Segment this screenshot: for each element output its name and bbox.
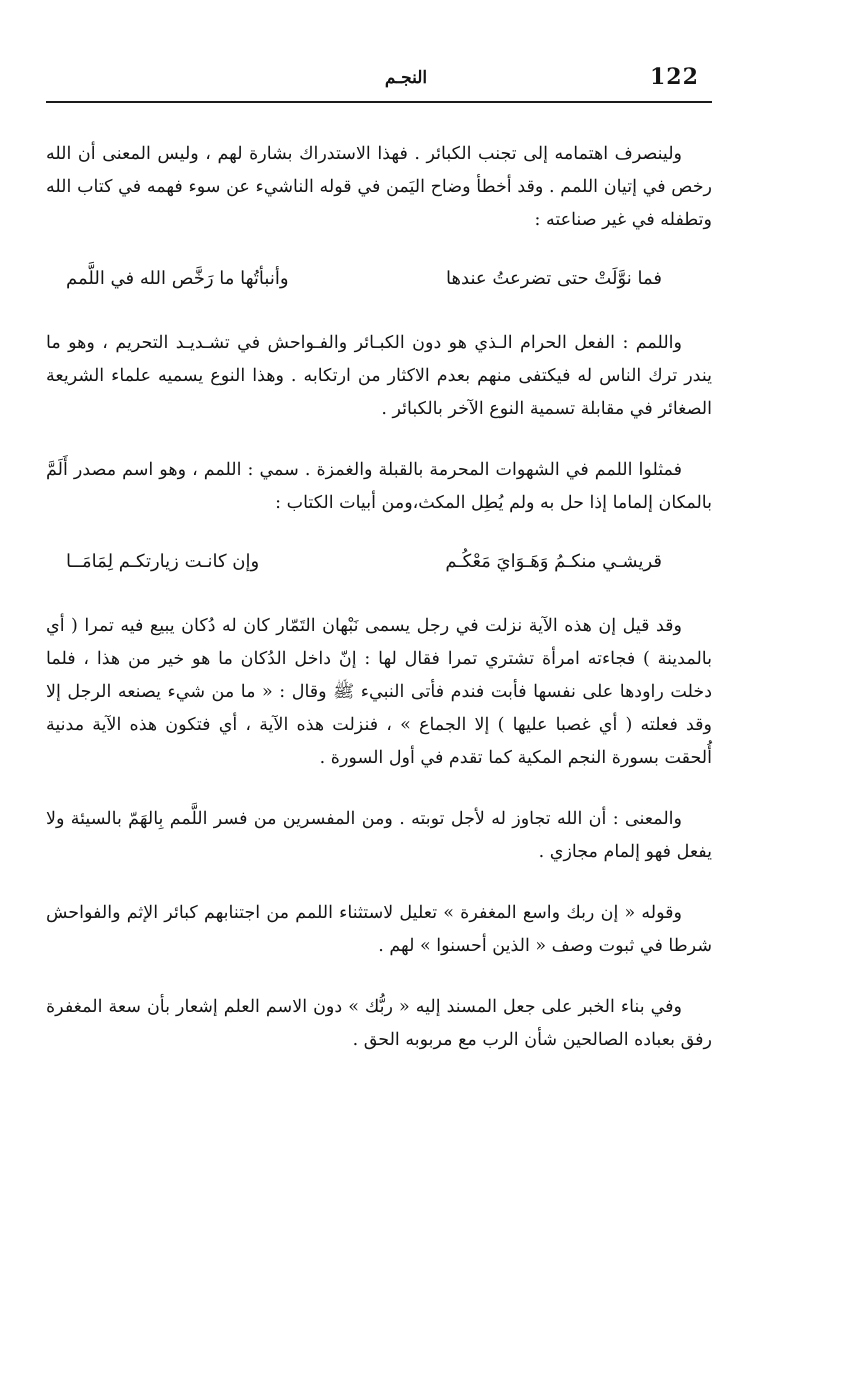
verse-1-first-hemistich: فما نوَّلَتْ حتى تضرعتُ عندها <box>446 268 662 289</box>
page-number: 122 <box>650 64 699 90</box>
verse-1 <box>46 259 712 299</box>
paragraph-5: والمعنى : أن الله تجاوز له لأجل توبته . ومن المفسرين من فسر اللَّمم بِالهَمّ بالسيئة ولا يفعل فهو إلمام مجازي . <box>46 809 712 862</box>
spacer <box>46 299 712 327</box>
paragraph-4: وقد قيل إن هذه الآية نزلت في رجل يسمى نَبْهان التَمّار كان له دُكان يبيع فيه تمرا ( أي بالمدينة ) فجاءته امرأة تشتري تمرا فقال لها : إنّ داخل الدُكان ما هو خير من هذا ، فلما دخلت راودها على نفسها فأبت فندم فأتى النبيء ﷺ وقال : « ما من شيء يصنعه الرجل إلا وقد فعلته ( أي غصبا عليها ) إلا الجماع » ، فنزلت هذه الآية ، أي فتكون هذه الآية مدنية أُلحقت بسورة النجم المكية كما تقدم في أول السورة . <box>46 616 712 768</box>
spacer <box>46 237 712 259</box>
paragraph-6: وقوله « إن ربك واسع المغفرة » تعليل لاستثناء اللمم من اجتنابهم كبائر الإثم والفواحش شرطا في ثبوت وصف « الذين أحسنوا » لهم . <box>46 903 712 956</box>
header-rule <box>46 101 712 103</box>
running-title: النجـم <box>384 68 428 88</box>
body-text <box>46 138 712 1057</box>
spacer <box>46 426 712 454</box>
page-header <box>46 60 712 100</box>
spacer <box>46 775 712 803</box>
verse-2 <box>46 542 712 582</box>
paragraph-1: ولينصرف اهتمامه إلى تجنب الكبائر . فهذا الاستدراك بشارة لهم ، وليس المعنى أن الله رخص في إتيان اللمم . وقد أخطأ وضاح اليَمن في قوله الناشيء عن سوء فهمه في كتاب الله وتطفله في غير صناعته : <box>46 144 712 230</box>
spacer <box>46 869 712 897</box>
paragraph-7: وفي بناء الخبر على جعل المسند إليه « ربُّك » دون الاسم العلم إشعار بأن سعة المغفرة رفق بعباده الصالحين شأن الرب مع مربوبه الحق . <box>46 997 712 1050</box>
verse-2-first-hemistich: قريشـي منكـمُ وَهَـوَايَ مَعْكُـم <box>445 551 662 572</box>
spacer <box>46 520 712 542</box>
spacer <box>46 582 712 610</box>
paragraph-3: فمثلوا اللمم في الشهوات المحرمة بالقبلة والغمزة . سمي : اللمم ، وهو اسم مصدر أَلَمَّ بالمكان إلماما إذا حل به ولم يُطِل المكث،ومن أبيات الكتاب : <box>46 460 712 513</box>
spacer <box>46 963 712 991</box>
verse-1-second-hemistich: وأنبأتُها ما رَخَّص الله في اللَّمم <box>66 268 289 289</box>
paragraph-2: واللمم : الفعل الحرام الـذي هو دون الكبـائر والفـواحش في تشـديـد التحريم ، وهو ما يندر ترك الناس له فيكتفى منهم بعدم الاكثار من ارتكابه . وهذا النوع يسميه علماء الشريعة الصغائر في مقابلة تسمية النوع الآخر بالكبائر . <box>46 333 712 419</box>
verse-2-second-hemistich: وإن كانـت زيارتكـم لِمَامَــا <box>66 551 260 572</box>
